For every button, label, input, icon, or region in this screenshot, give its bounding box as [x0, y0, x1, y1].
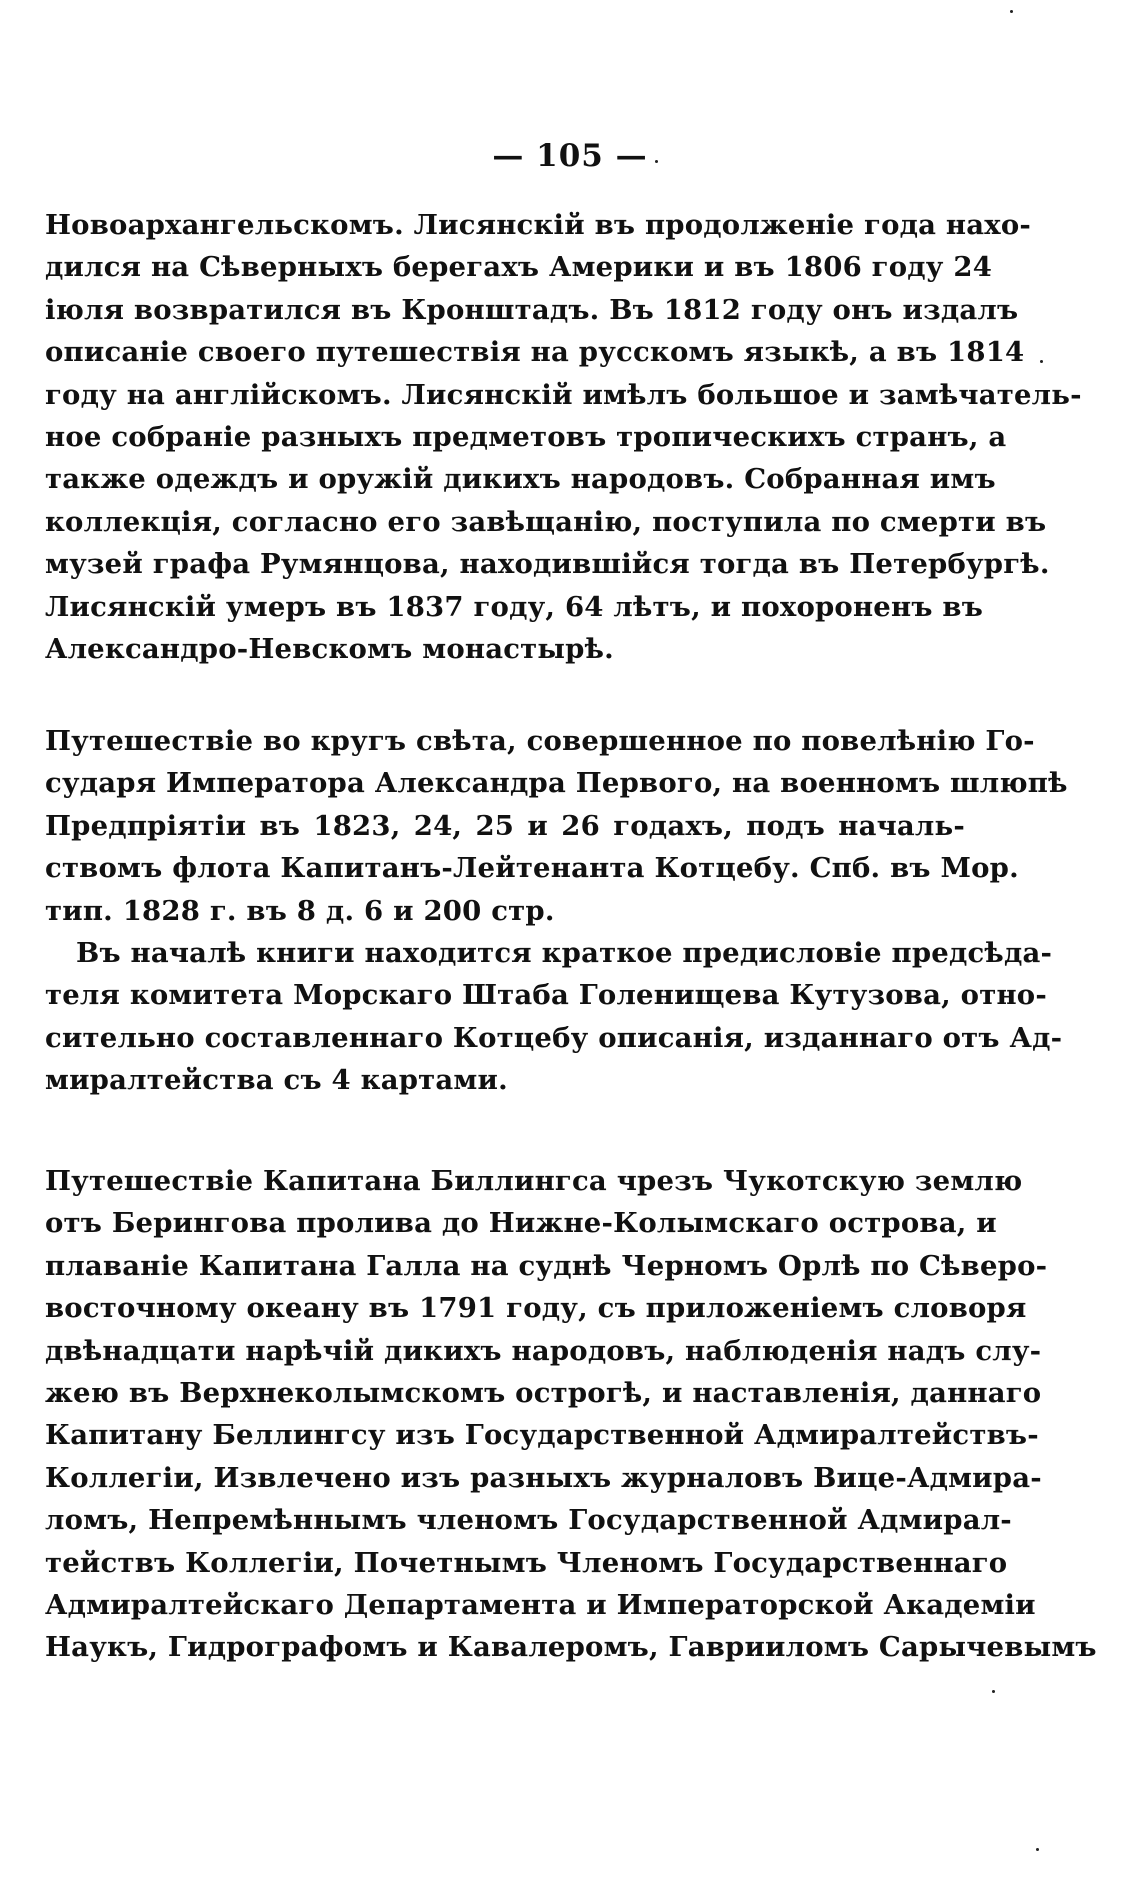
text-line: ствомъ флота Капитанъ-Лейтенанта Котцебу. Спб. въ Мор.	[45, 852, 1019, 885]
text-line: ломъ, Непремѣннымъ членомъ Государственной Адмирал-	[45, 1504, 1012, 1537]
text-line: сударя Императора Александра Первого, на военномъ шлюпѣ	[45, 767, 1068, 800]
text-line: плаваніе Капитана Галла на суднѣ Черномъ Орлѣ по Сѣверо-	[45, 1249, 1048, 1282]
scan-speck	[1036, 1848, 1039, 1851]
page-number: — 105 —	[492, 138, 648, 174]
text-line: Путешествіе Капитана Биллингса чрезъ Чукотскую землю	[45, 1165, 1023, 1197]
text-line: Капитану Беллингсу изъ Государственной Адмиралтействъ-	[45, 1419, 1039, 1452]
text-line: Новоархангельскомъ. Лисянскій въ продолженіе года нахо-	[45, 209, 1032, 241]
text-line: двѣнадцати нарѣчій дикихъ народовъ, наблюденія надъ слу-	[45, 1334, 1042, 1367]
text-line: Лисянскій умеръ въ 1837 году, 64 лѣтъ, и похороненъ въ	[45, 590, 983, 623]
text-line: Наукъ, Гидрографомъ и Кавалеромъ, Гаврииломъ Сарычевымъ	[45, 1631, 1097, 1664]
text-line: году на англійскомъ. Лисянскій имѣлъ большое и замѣчатель-	[45, 378, 1082, 411]
text-line: описаніе своего путешествія на русскомъ языкѣ, а въ 1814	[45, 336, 1025, 369]
text-line: восточному океану въ 1791 году, съ приложеніемъ словоря	[45, 1292, 1027, 1325]
text-line: дился на Сѣверныхъ берегахъ Америки и въ 1806 году 24	[45, 251, 993, 284]
section-lisyansky-paragraph	[45, 204, 1082, 670]
scan-speck	[655, 160, 658, 163]
text-line: отъ Берингова пролива до Нижне-Колымскаго острова, и	[45, 1207, 997, 1240]
text-line: Коллегіи, Извлечено изъ разныхъ журналовъ Вице-Адмира-	[45, 1461, 1042, 1494]
text-line: Предпріятіи въ 1823, 24, 25 и 26 годахъ, подъ началь-	[45, 809, 965, 842]
note-line: теля комитета Морскаго Штаба Голенищева Кутузова, отно-	[45, 979, 1047, 1012]
text-line: тип. 1828 г. въ 8 д. 6 и 200 стр.	[45, 894, 555, 927]
note-line: миралтейства съ 4 картами.	[45, 1064, 508, 1097]
text-line: Адмиралтейскаго Департамента и Императорской Академіи	[45, 1588, 1036, 1621]
text-line: Александро-Невскомъ монастырѣ.	[45, 632, 614, 665]
text-line: музей графа Румянцова, находившійся тогда въ Петербургѣ.	[45, 548, 1050, 581]
text-line: тействъ Коллегіи, Почетнымъ Членомъ Государственнаго	[45, 1546, 1008, 1579]
scan-speck	[1010, 10, 1013, 13]
section-kotzebue-entry	[45, 720, 1068, 1102]
text-line: коллекція, согласно его завѣщанію, поступила по смерти въ	[45, 505, 1047, 538]
section-billings-entry	[45, 1160, 1097, 1669]
text-line: ное собраніе разныхъ предметовъ тропическихъ странъ, а	[45, 420, 1007, 453]
text-line: іюля возвратился въ Кронштадъ. Въ 1812 году онъ издалъ	[45, 293, 1019, 326]
text-line: Путешествіе во кругъ свѣта, совершенное по повелѣнію Го-	[45, 725, 1035, 757]
text-line: жею въ Верхнеколымскомъ острогѣ, и наставленія, даннаго	[45, 1376, 1042, 1409]
scan-speck	[1040, 360, 1043, 363]
note-line: сительно составленнаго Котцебу описанія, изданнаго отъ Ад-	[45, 1021, 1063, 1054]
text-line: также одеждъ и оружій дикихъ народовъ. Собранная имъ	[45, 463, 996, 496]
scan-speck	[992, 1690, 995, 1693]
note-line: Въ началѣ книги находится краткое предисловіе предсѣда-	[76, 936, 1053, 969]
